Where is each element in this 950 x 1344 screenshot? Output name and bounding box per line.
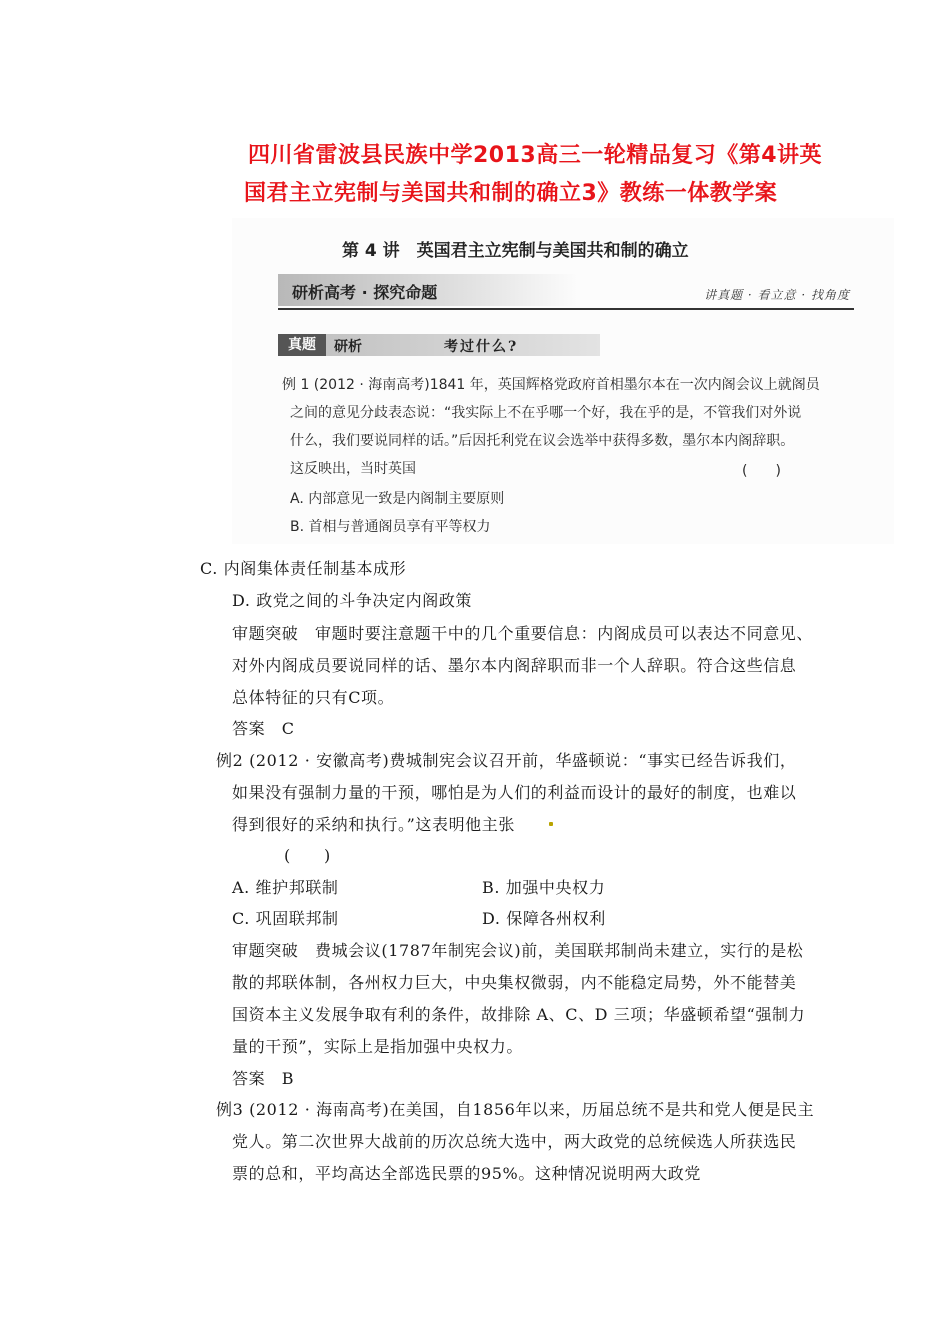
answer-blank: ( ) (742, 463, 781, 479)
q2-stem: 例2 (2012 · 安徽高考)费城制宪会议召开前，华盛顿说：“事实已经告诉我们， (216, 751, 797, 770)
q2-stem: 如果没有强制力量的干预，哪怕是为人们的利益而设计的最好的制度，也难以 (232, 783, 797, 802)
scanned-excerpt (232, 218, 894, 544)
q2-option-a: A. 维护邦联制 (232, 878, 339, 897)
q1-answer: 答案 C (232, 719, 295, 738)
document-title-line-1: 四川省雷波县民族中学2013高三一轮精品复习《第4讲英 (248, 143, 823, 168)
scan-line: 例 1 (2012 · 海南高考)1841 年，英国辉格党政府首相墨尔本在一次内阁会议上就阁员 (282, 377, 820, 393)
section-bar-motto: 讲真题 · 看立意 · 找角度 (704, 288, 850, 302)
q2-option-b: B. 加强中央权力 (482, 878, 606, 897)
subsection-question: 考过什么? (444, 339, 519, 355)
q3-stem: 党人。第二次世界大战前的历次总统大选中，两大政党的总统候选人所获选民 (232, 1132, 797, 1151)
q2-analysis: 审题突破 费城会议(1787年制宪会议)前，美国联邦制尚未建立，实行的是松 (232, 941, 804, 960)
q2-stem: 得到很好的采纳和执行。”这表明他主张 (232, 815, 515, 834)
q1-analysis: 总体特征的只有C项。 (232, 688, 395, 707)
q1-option-c: C. 内阁集体责任制基本成形 (200, 559, 407, 578)
subsection-label: 研析 (334, 339, 362, 355)
option-a: A. 内部意见一致是内阁制主要原则 (290, 491, 505, 507)
section-bar (278, 270, 854, 310)
q3-stem: 票的总和，平均高达全部选民票的95%。这种情况说明两大政党 (232, 1164, 701, 1183)
scan-line: 之间的意见分歧表态说：“我实际上不在乎哪一个好，我在乎的是，不管我们对外说 (290, 405, 802, 421)
q2-option-d: D. 保障各州权利 (482, 909, 606, 928)
q1-analysis: 对外内阁成员要说同样的话、墨尔本内阁辞职而非一个人辞职。符合这些信息 (232, 656, 797, 675)
q2-analysis: 散的邦联体制，各州权力巨大，中央集权微弱，内不能稳定局势，外不能替美 (232, 973, 797, 992)
subsection-tag: 真题 (278, 334, 326, 356)
q2-analysis: 量的干预”，实际上是指加强中央权力。 (232, 1037, 523, 1056)
q2-answer: 答案 B (232, 1069, 295, 1088)
q1-analysis: 审题突破 审题时要注意题干中的几个重要信息：内阁成员可以表达不同意见、 (232, 624, 814, 643)
document-title-line-2: 国君主立宪制与美国共和制的确立3》教练一体教学案 (244, 181, 778, 206)
subsection-bar (278, 334, 600, 356)
q3-stem: 例3 (2012 · 海南高考)在美国，自1856年以来，历届总统不是共和党人便是民主 (216, 1100, 815, 1119)
section-bar-title: 研析高考 · 探究命题 (292, 283, 438, 302)
scan-line: 这反映出，当时英国 (290, 461, 416, 477)
q1-option-d: D. 政党之间的斗争决定内阁政策 (232, 591, 473, 610)
lecture-heading: 第 4 讲 英国君主立宪制与美国共和制的确立 (342, 241, 689, 261)
option-b: B. 首相与普通阁员享有平等权力 (290, 519, 491, 535)
stray-mark (549, 822, 553, 826)
q2-analysis: 国资本主义发展争取有利的条件，故排除 A、C、D 三项；华盛顿希望“强制力 (232, 1005, 806, 1024)
q2-answer-blank: ( ) (284, 846, 331, 865)
q2-option-c: C. 巩固联邦制 (232, 909, 339, 928)
scan-line: 什么，我们要说同样的话。”后因托利党在议会选举中获得多数，墨尔本内阁辞职。 (290, 433, 795, 449)
